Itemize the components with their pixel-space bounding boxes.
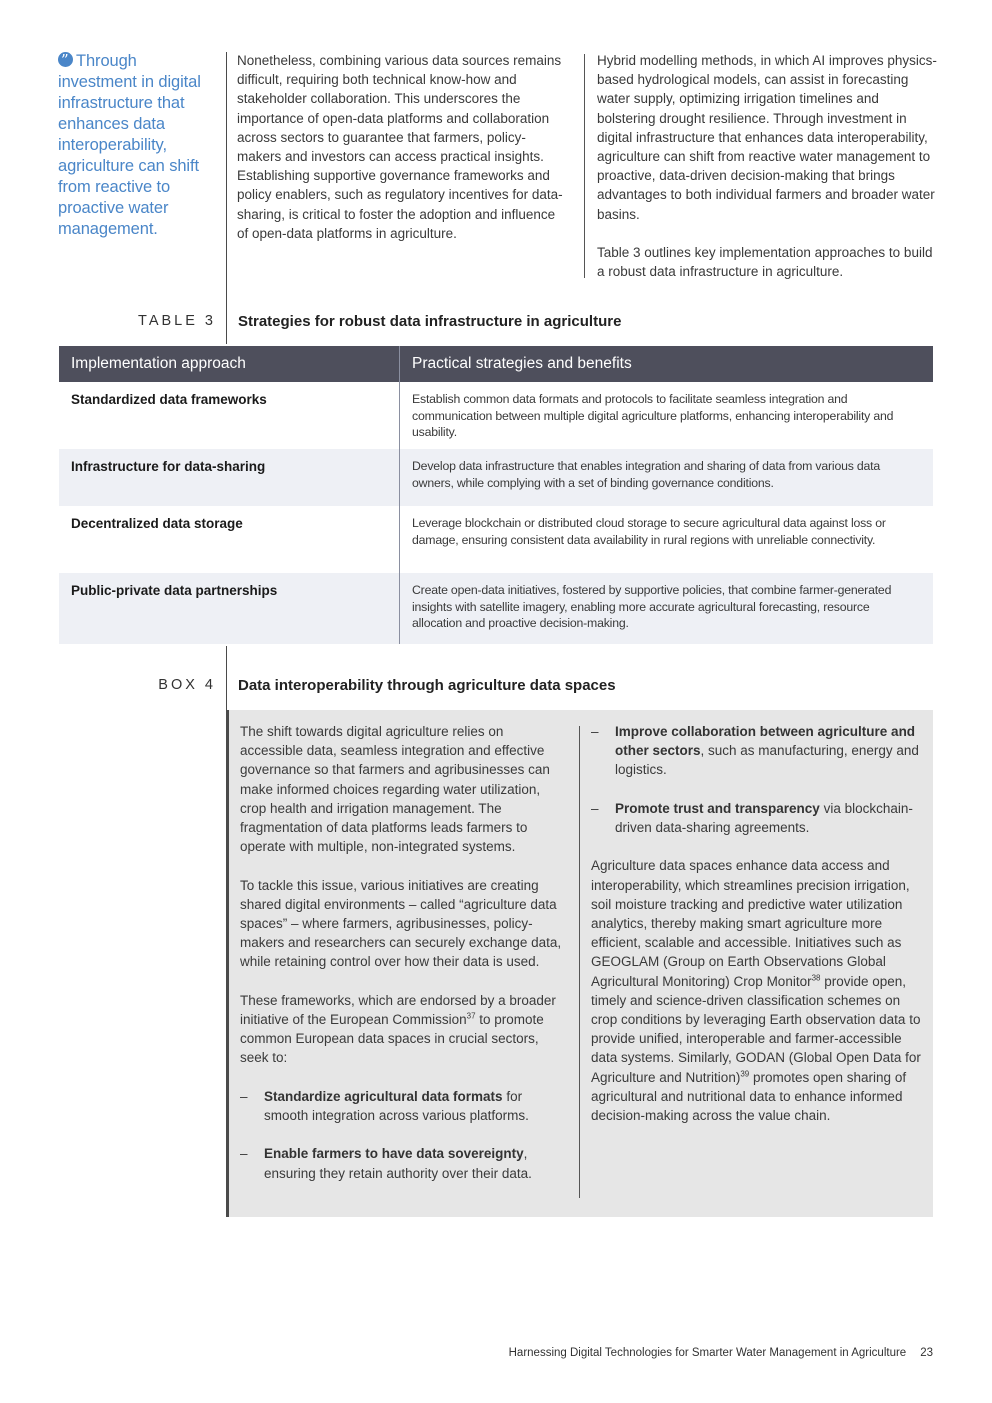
bullet-item: – Enable farmers to have data sovereignty, ensuring they retain authority over their data. [240,1146,532,1181]
footnote-ref: 37 [466,1011,476,1021]
box-column-divider [579,726,580,1198]
table-cell-approach: Infrastructure for data-sharing [59,449,400,506]
table-cell-benefit: Leverage blockchain or distributed cloud storage to secure agricultural data against loss or damage, ensuring consistent data availability in rural regions with unreliable connectivity. [400,506,934,573]
footer-title: Harnessing Digital Technologies for Smarter Water Management in Agriculture [508,1347,907,1359]
divider-left-top [226,52,227,344]
intro-column-2 [597,51,937,281]
box-title: Data interoperability through agriculture data spaces [238,677,616,694]
box-column-1 [240,722,570,1183]
table-row [59,382,933,449]
table-cell-benefit: Create open-data initiatives, fostered by supportive policies, that combine farmer-generated insights with satellite imagery, enabling more accurate agricultural forecasting, resource allocation and proactive decision-making. [400,573,934,644]
table-cell-approach: Standardized data frameworks [71,392,267,407]
page-number: 23 [920,1347,933,1359]
box-paragraph: To tackle this issue, various initiatives are creating shared digital environments – called “agriculture data spaces” – where farmers, agribusinesses, policy-makers and researchers can securely exchange data, while retaining control over how their data is used. [240,877,562,970]
pull-quote-text: Through investment in digital infrastructure that enhances data interoperability, agriculture can shift from reactive to proactive water management. [58,52,201,238]
quote-icon [58,52,73,67]
table-title: Strategies for robust data infrastructure in agriculture [238,313,622,330]
table-cell-benefit: Establish common data formats and protocols to facilitate seamless integration and communication between multiple digital agriculture platforms, enhancing interoperability and usability. [400,382,934,449]
divider-mid-top [584,54,585,278]
footnote-ref: 39 [740,1069,750,1079]
intro-paragraph: Hybrid modelling methods, in which AI improves physics-based hydrological models, can assist in forecasting water supply, optimizing irrigation timelines and bolstering drought resilience. Through investment in digital infrastructure that enhances data interoperability, agriculture can shift from reactive water management to proactive, data-driven decision-making that brings advantages to both individual farmers and broader water basins. [597,53,937,222]
table-row [59,449,933,506]
dash-icon: – [591,800,599,816]
box-paragraph: Agriculture data spaces enhance data access and interoperability, which streamlines precision irrigation, soil moisture tracking and predictive water utilization analytics, thereby making smart agriculture more efficient, scalable and accessible. Initiatives such as GEOGLAM (Group on Earth Observations Global Agricultural Monitoring) Crop Monitor$^{38}$ provide open, timely and science-driven classification schemes on crop conditions by leveraging Earth observation data to provide unified, interoperable and farmer-accessible data systems. Similarly, GODAN (Global Open Data for Agriculture and Nutrition)$^{39}$ promotes open sharing of agricultural and nutritional data to enhance informed decision-making across the value chain. [591,858,921,1124]
dash-icon: – [240,1088,248,1104]
table-header-row [59,346,933,382]
box-left-border [226,710,229,1217]
strategies-table [59,346,933,644]
dash-icon: – [240,1146,248,1162]
intro-paragraph: Nonetheless, combining various data sources remains difficult, requiring both technical know-how and stakeholder collaboration. This underscores the importance of open-data platforms and collaboration across sectors to guarantee that farmers, policy-makers and investors can access practical insights. Establishing supportive governance frameworks and policy enablers, such as regulatory incentives for data-sharing, is critical to foster the adoption and influence of open-data platforms in agriculture. [237,53,563,241]
box-label: BOX 4 [158,677,216,693]
table-header-cell: Implementation approach [59,346,400,382]
box-column-2 [591,722,921,1125]
table-row [59,573,933,644]
table-label: TABLE 3 [138,313,216,329]
table-cell-benefit: Develop data infrastructure that enables integration and sharing of data from various data owners, while complying with a set of binding governance conditions. [400,449,934,506]
intro-column-1 [237,51,567,243]
bullet-item: – Promote trust and transparency via blockchain-driven data-sharing agreements. [591,800,913,835]
table-header-cell: Practical strategies and benefits [400,346,934,382]
table-cell-approach: Decentralized data storage [71,516,243,531]
box-paragraph: These frameworks, which are endorsed by a broader initiative of the European Commission$^{37}$ to promote common European data spaces in crucial sectors, seek to: [240,992,556,1066]
footnote-ref: 38 [811,973,821,983]
box-paragraph: The shift towards digital agriculture relies on accessible data, seamless integration and effective governance so that farmers and agribusinesses can make informed choices regarding water utilization, crop health and irrigation management. The fragmentation of data platforms leads farmers to operate with multiple, non-integrated systems. [240,724,550,855]
page-footer [509,1347,933,1359]
bullet-item: – Improve collaboration between agriculture and other sectors, such as manufacturing, energy and logistics. [591,724,919,778]
table-row [59,506,933,573]
bullet-item: – Standardize agricultural data formats for smooth integration across various platforms. [240,1088,529,1124]
pull-quote [58,51,220,240]
intro-paragraph: Table 3 outlines key implementation approaches to build a robust data infrastructure in agriculture. [597,245,933,280]
table-cell-approach: Public-private data partnerships [59,573,400,644]
dash-icon: – [591,724,599,739]
